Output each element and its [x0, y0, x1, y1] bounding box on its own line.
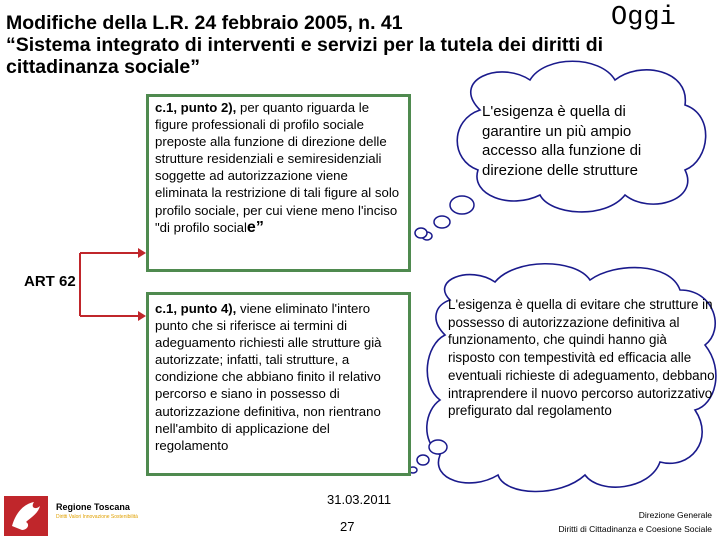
oggi-tag: Oggi — [611, 3, 676, 33]
connector — [80, 253, 140, 316]
slide-title — [6, 12, 706, 78]
amendment-box-1 — [146, 94, 411, 272]
article-label: ART 62 — [24, 273, 76, 290]
logo-subtitle: Diritti Valori Innovazione Sostenibilità — [56, 514, 138, 520]
department-line-1: Direzione Generale — [638, 510, 712, 520]
department-label — [558, 508, 712, 536]
title-line-2: “Sistema integrato di interventi e servizi per la tutela dei diritti di — [6, 34, 604, 56]
page-number: 27 — [340, 519, 355, 534]
cloud-top-text: L'esigenza è quella di garantire un più ampio accesso alla funzione di direzione delle strutture — [482, 103, 642, 179]
arrowheads — [138, 248, 146, 321]
cloud-bottom-text: L'esigenza è quella di evitare che strutture in possesso di autorizzazione definitiva al funzionamento, che quindi hanno già risposto con tempestività ed efficacia alle eventuali richieste di adeguamento, debbano intraprendere il nuovo percorso autorizzativo prefigurato dal regolamento — [448, 297, 715, 419]
regione-toscana-logo-icon — [4, 496, 48, 536]
title-line-1: Modifiche della L.R. 24 febbraio 2005, n. 41 — [6, 12, 403, 34]
footer-date: 31.03.2011 — [327, 492, 392, 507]
box2-body: viene eliminato l'intero punto che si riferisce ai termini di adeguamento richiesti alle strutture già autorizzate; infatti, tali strutture, a condizione che abbiano finito il relativo percorso e siano in possesso di autorizzazione definitiva, non rientrano nell'ambito di applicazione del regolamento — [155, 301, 382, 453]
department-line-2: Diritti di Cittadinanza e Coesione Sociale — [558, 524, 712, 534]
box1-lead: c.1, punto 2), — [155, 100, 237, 115]
thought-bubbles-top — [422, 196, 474, 240]
logo-name: Regione Toscana — [56, 502, 130, 512]
box1-tail: e” — [246, 218, 264, 236]
amendment-box-2 — [146, 292, 411, 476]
title-line-3: cittadinanza sociale” — [6, 56, 200, 78]
box1-body: per quanto riguarda le figure professionali di profilo sociale preposte alla funzione di direzione delle strutture residenziali e semiresidenziali soggette ad autorizzazione viene eliminata la restrizione di tali figure al solo profilo sociale, per cui viene meno l'inciso "di profilo social — [155, 100, 400, 235]
box2-lead: c.1, punto 4), — [155, 301, 237, 316]
